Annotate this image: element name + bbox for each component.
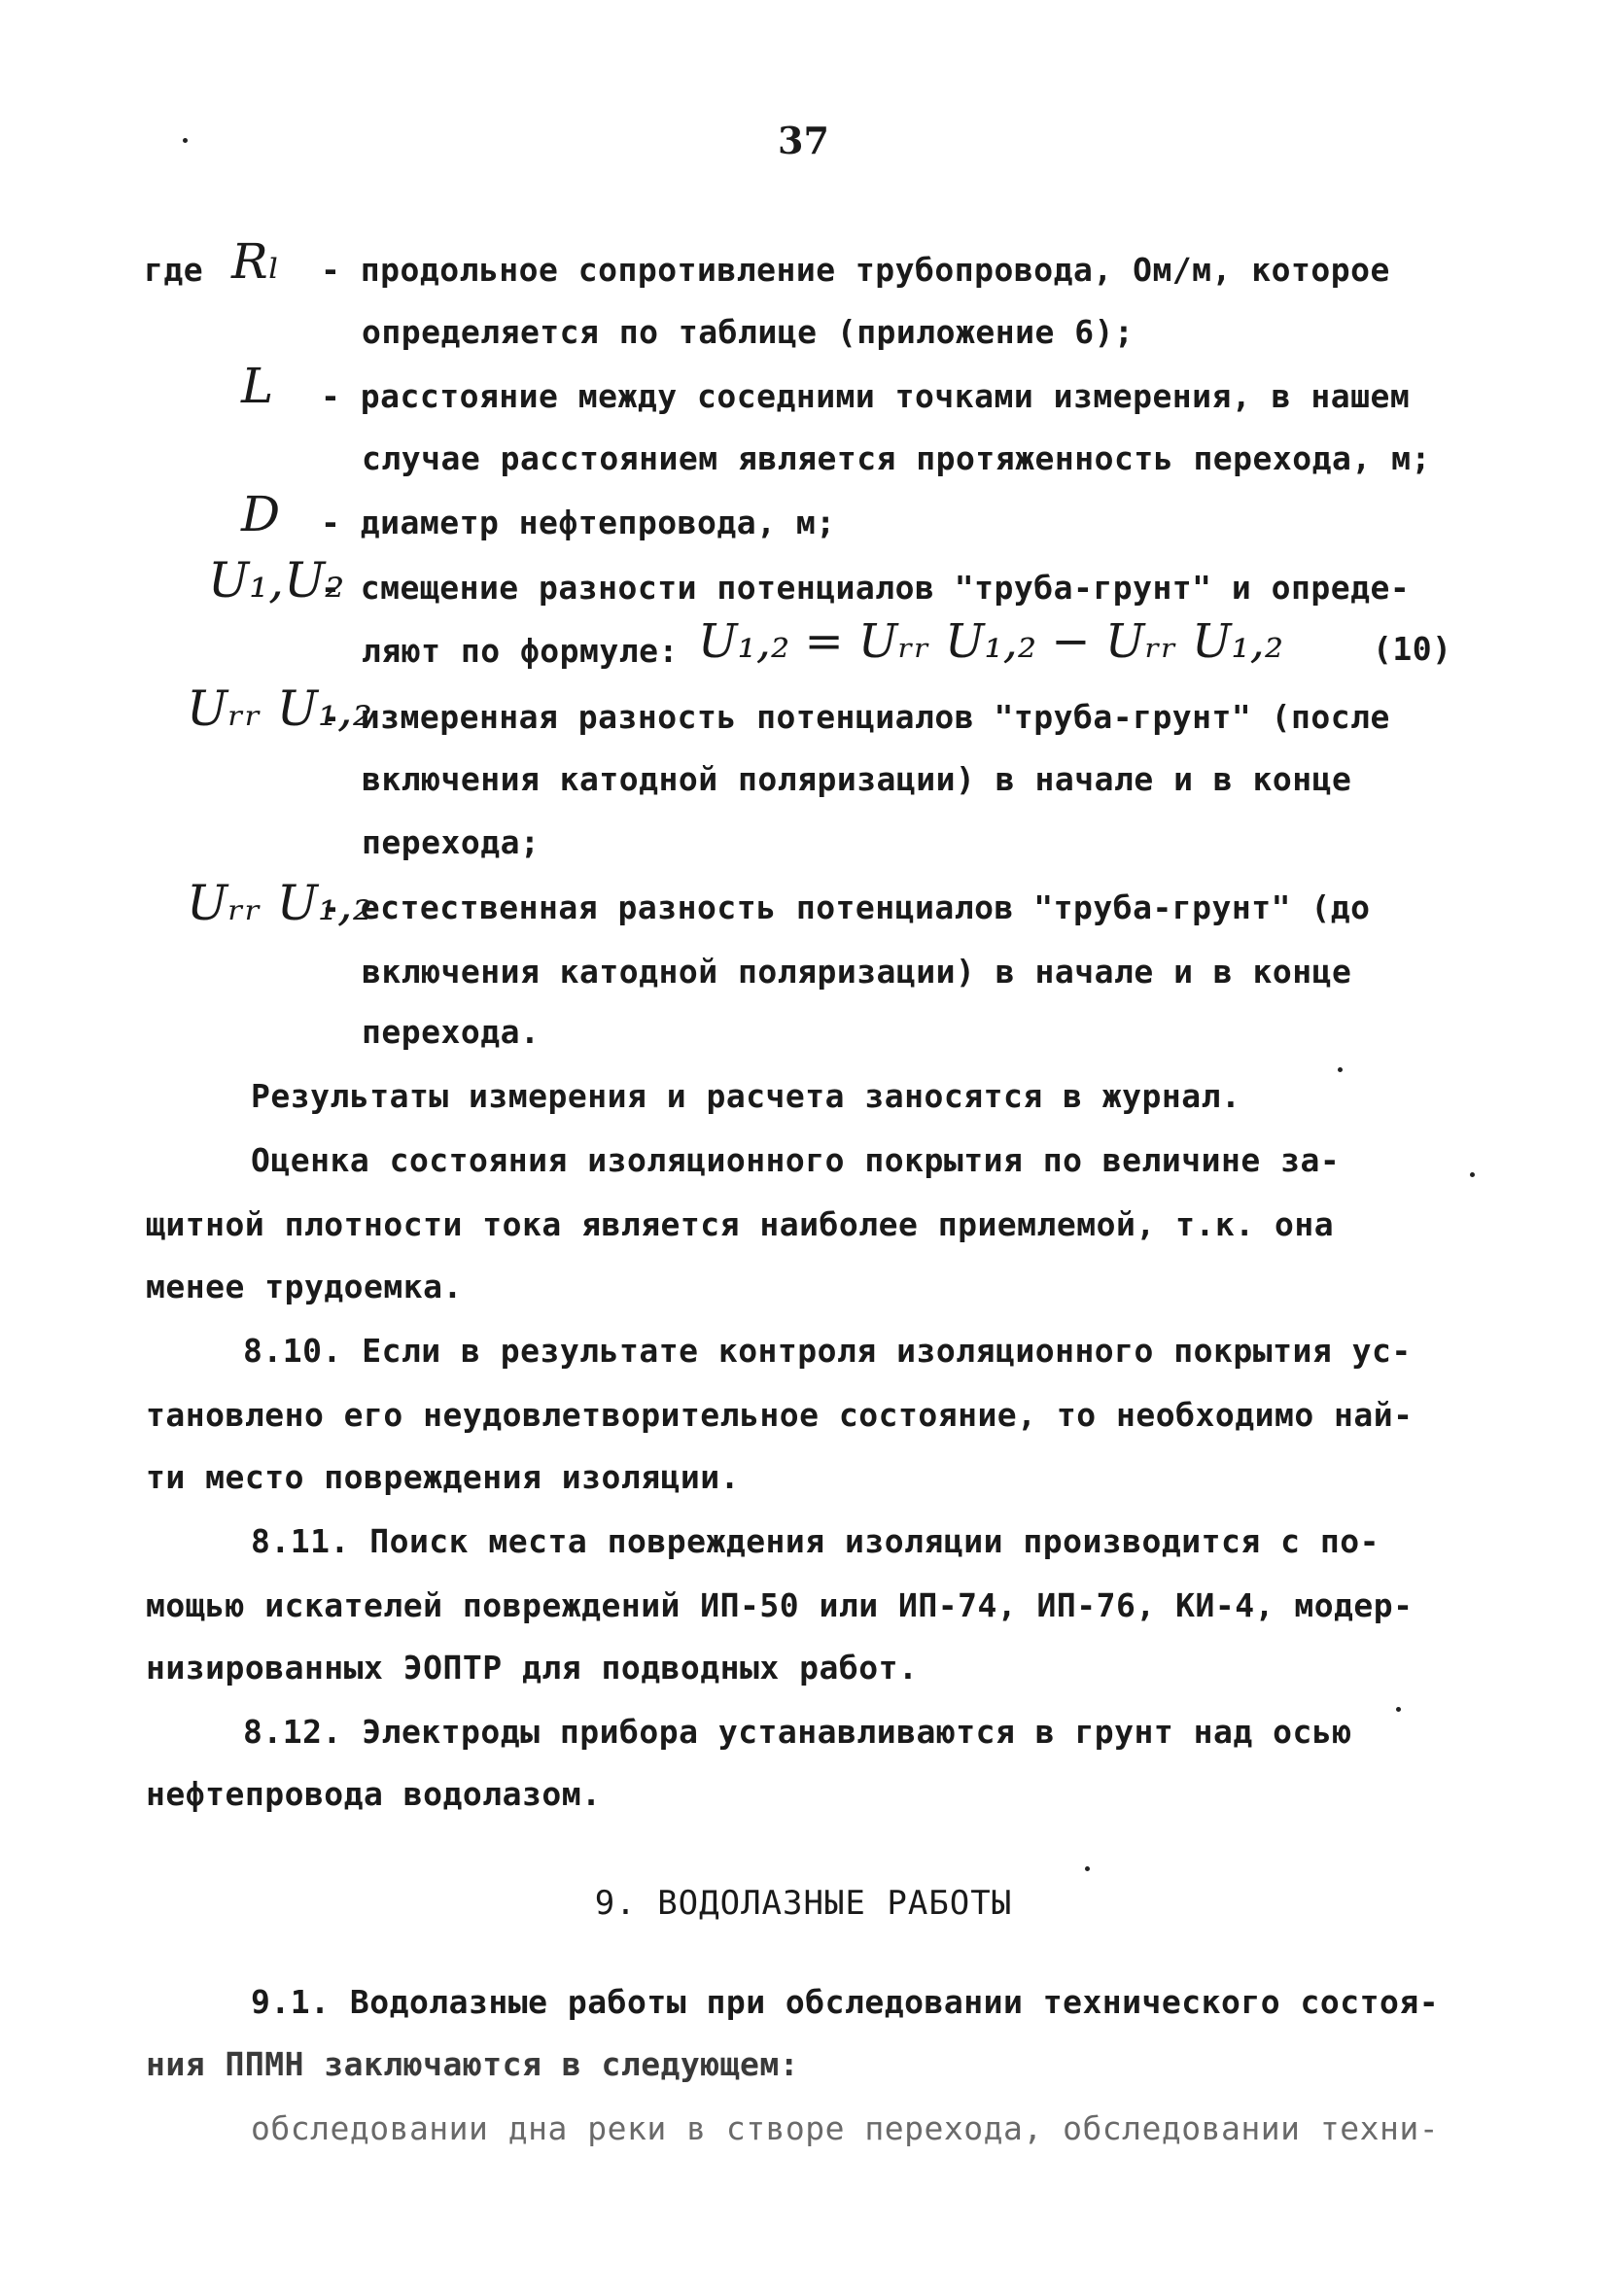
scan-speck (1085, 1866, 1090, 1871)
def-rt-line-2: определяется по таблице (приложение 6); (362, 313, 1135, 351)
body-line: низированных ЭОПТР для подводных работ. (146, 1649, 919, 1687)
scan-speck (1338, 1067, 1343, 1072)
body-line: Оценка состояния изоляционного покрытия по величине за- (251, 1141, 1341, 1179)
symbol-rt: Rₗ (231, 233, 280, 290)
def-natural-line-2: включения катодной поляризации) в начале и в конце (362, 953, 1352, 991)
symbol-natural: Uᵣᵣ U₁,₂ (187, 875, 372, 931)
symbol-d: D (241, 486, 281, 542)
body-line: нефтепровода водолазом. (146, 1775, 602, 1813)
def-u-line-2: ляют по формуле: (362, 632, 679, 670)
body-line: 8.10. Если в результате контроля изоляционного покрытия ус- (243, 1332, 1412, 1370)
body-line: 8.12. Электроды прибора устанавливаются в грунт над осью (243, 1713, 1352, 1751)
def-l-line-1: - расстояние между соседними точками измерения, в нашем (321, 377, 1411, 415)
page-number: 37 (778, 119, 829, 162)
body-line: ти место повреждения изоляции. (146, 1458, 741, 1496)
scan-speck (1470, 1172, 1475, 1177)
scan-speck (183, 138, 188, 143)
def-natural-line-1: - естественная разность потенциалов "труба-грунт" (до (321, 888, 1371, 926)
body-line: 8.11. Поиск места повреждения изоляции производится с по- (251, 1522, 1380, 1560)
def-u-line-1: - смещение разности потенциалов "труба-грунт" и опреде- (321, 569, 1411, 607)
def-measured-line-3: перехода; (362, 823, 541, 861)
body-line: мощью искателей повреждений ИП-50 или ИП-74, ИП-76, КИ-4, модер- (146, 1586, 1414, 1624)
formula: U₁,₂ = Uᵣᵣ U₁,₂ − Uᵣᵣ U₁,₂ (698, 614, 1284, 669)
symbol-measured: Uᵣᵣ U₁,₂ (187, 680, 372, 737)
def-natural-line-3: перехода. (362, 1013, 541, 1051)
section-line: 9.1. Водолазные работы при обследовании технического состоя- (251, 1983, 1440, 2021)
symbol-u1-u2: U₁,U₂ (208, 552, 345, 609)
section-line: ния ППМН заключаются в следующем: (146, 2045, 800, 2083)
def-d-line-1: - диаметр нефтепровода, м; (321, 504, 836, 541)
where-word: где (144, 251, 204, 289)
formula-number: (10) (1373, 630, 1452, 668)
body-line: тановлено его неудовлетворительное состояние, то необходимо най- (146, 1396, 1414, 1434)
def-measured-line-1: - измеренная разность потенциалов "труба-грунт" (после (321, 698, 1390, 736)
body-line: Результаты измерения и расчета заносятся в журнал. (251, 1077, 1241, 1115)
body-line: щитной плотности тока является наиболее приемлемой, т.к. она (146, 1205, 1335, 1243)
symbol-l: L (241, 358, 274, 414)
def-rt-line-1: - продольное сопротивление трубопровода, Ом/м, которое (321, 251, 1390, 289)
section-line: обследовании дна реки в створе перехода, обследовании техни- (251, 2109, 1440, 2147)
scan-speck (1396, 1707, 1401, 1712)
body-line: менее трудоемка. (146, 1268, 463, 1305)
def-l-line-2: случае расстоянием является протяженность перехода, м; (362, 439, 1431, 477)
section-heading: 9. ВОДОЛАЗНЫЕ РАБОТЫ (594, 1884, 1013, 1923)
def-measured-line-2: включения катодной поляризации) в начале и в конце (362, 760, 1352, 798)
